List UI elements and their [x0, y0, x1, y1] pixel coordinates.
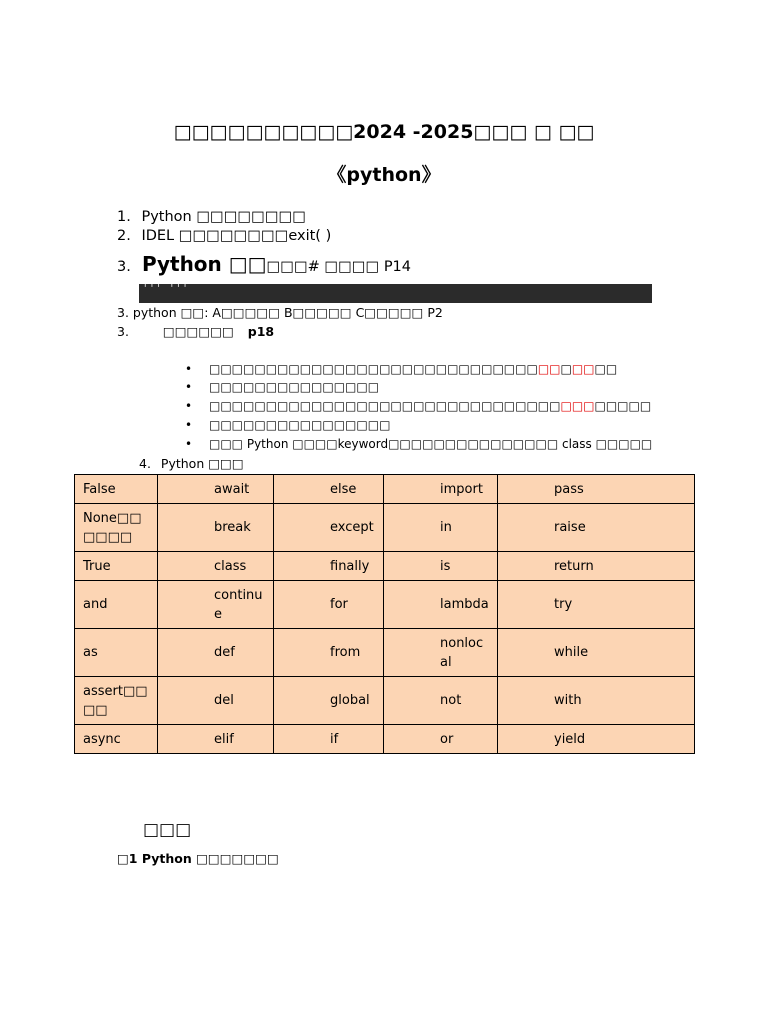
- bullet-text-part: □□: [594, 362, 618, 376]
- table-cell: except: [274, 504, 384, 552]
- list-item: [117, 209, 306, 225]
- bullet-text: □□□□□□□□□□□□□□□□: [209, 418, 391, 432]
- list-number: 2.: [117, 228, 131, 244]
- table-cell: return: [498, 552, 695, 581]
- table-cell: break: [158, 504, 274, 552]
- table-cell: is: [384, 552, 498, 581]
- list-text: IDEL □□□□□□□□exit( ): [141, 228, 332, 244]
- bullet-mark: •: [185, 380, 193, 394]
- section-heading: □□□: [143, 820, 192, 840]
- table-cell: lambda: [384, 581, 498, 629]
- list-number: 3.: [117, 324, 129, 339]
- list-number: 3.: [117, 259, 131, 275]
- bullet-text-part: □□□□□: [594, 399, 652, 413]
- bullet-highlight: □□: [537, 362, 561, 376]
- table-cell: with: [498, 677, 695, 725]
- figure-caption: □1 Python □□□□□□□: [117, 851, 279, 866]
- bullet-text: [209, 362, 617, 376]
- list-number: 1.: [117, 209, 131, 225]
- list-item-keywords: [139, 456, 244, 471]
- comment-info: □□□# □□□□ P14: [266, 259, 412, 275]
- table-cell: assert□□□□: [75, 677, 158, 725]
- bullet-text-part: □□□□□□□□□□□□□□□□□□□□□□□□□□□□□□□: [209, 399, 561, 413]
- table-cell: or: [384, 725, 498, 754]
- table-cell: False: [75, 475, 158, 504]
- table-cell: as: [75, 629, 158, 677]
- python-features-line: 3. python □□: A□□□□□ B□□□□□ C□□□□□ P2: [117, 305, 443, 320]
- table-row: [75, 475, 695, 504]
- table-cell: continue: [158, 581, 274, 629]
- table-cell: await: [158, 475, 274, 504]
- list-text: Python □□□□□□□□: [141, 209, 306, 225]
- table-row: [75, 581, 695, 629]
- table-cell: def: [158, 629, 274, 677]
- bullet-text: □□□ Python □□□□keyword□□□□□□□□□□□□□□□ class □□□□□: [209, 437, 653, 451]
- table-row: [75, 504, 695, 552]
- bullet-mark: •: [185, 437, 193, 451]
- bullet-mark: •: [185, 362, 193, 376]
- document-subtitle: 《python》: [327, 164, 441, 186]
- list-number: 4.: [139, 456, 151, 471]
- bullet-mark: •: [185, 399, 193, 413]
- table-cell: in: [384, 504, 498, 552]
- bullet-highlight: □□□: [560, 399, 595, 413]
- bullet-text: [209, 399, 651, 413]
- table-cell: yield: [498, 725, 695, 754]
- table-cell: pass: [498, 475, 695, 504]
- table-row: [75, 677, 695, 725]
- document-title: □□□□□□□□□□2024 -2025□□□ □ □□: [173, 121, 595, 143]
- bullet-text-part: □: [560, 362, 572, 376]
- table-cell: None□□□□□□: [75, 504, 158, 552]
- page-ref: p18: [247, 324, 275, 339]
- list-item-identifiers: [117, 324, 274, 339]
- table-cell: class: [158, 552, 274, 581]
- table-cell: elif: [158, 725, 274, 754]
- table-cell: from: [274, 629, 384, 677]
- table-cell: not: [384, 677, 498, 725]
- table-cell: try: [498, 581, 695, 629]
- table-cell: while: [498, 629, 695, 677]
- bullet-text-part: □□□□□□□□□□□□□□□□□□□□□□□□□□□□□: [209, 362, 538, 376]
- table-cell: global: [274, 677, 384, 725]
- bullet-highlight: □□: [571, 362, 595, 376]
- keywords-table: [74, 474, 695, 754]
- list-text: Python □□□: [160, 456, 244, 471]
- code-block: ''' ''': [139, 284, 652, 303]
- bullet-text: □□□□□□□□□□□□□□□: [209, 380, 380, 394]
- table-cell: True: [75, 552, 158, 581]
- bullet-mark: •: [185, 418, 193, 432]
- table-row: [75, 552, 695, 581]
- table-cell: else: [274, 475, 384, 504]
- python-heading: Python □□: [141, 252, 267, 276]
- table-cell: for: [274, 581, 384, 629]
- keywords-table-body: [75, 475, 695, 754]
- table-cell: del: [158, 677, 274, 725]
- table-cell: if: [274, 725, 384, 754]
- list-item: [117, 228, 331, 244]
- table-cell: nonlocal: [384, 629, 498, 677]
- list-text: □□□□□□: [162, 324, 234, 339]
- table-cell: and: [75, 581, 158, 629]
- table-row: [75, 629, 695, 677]
- table-cell: raise: [498, 504, 695, 552]
- table-cell: async: [75, 725, 158, 754]
- table-cell: import: [384, 475, 498, 504]
- table-row: [75, 725, 695, 754]
- list-item-python-comment: [117, 252, 411, 276]
- table-cell: finally: [274, 552, 384, 581]
